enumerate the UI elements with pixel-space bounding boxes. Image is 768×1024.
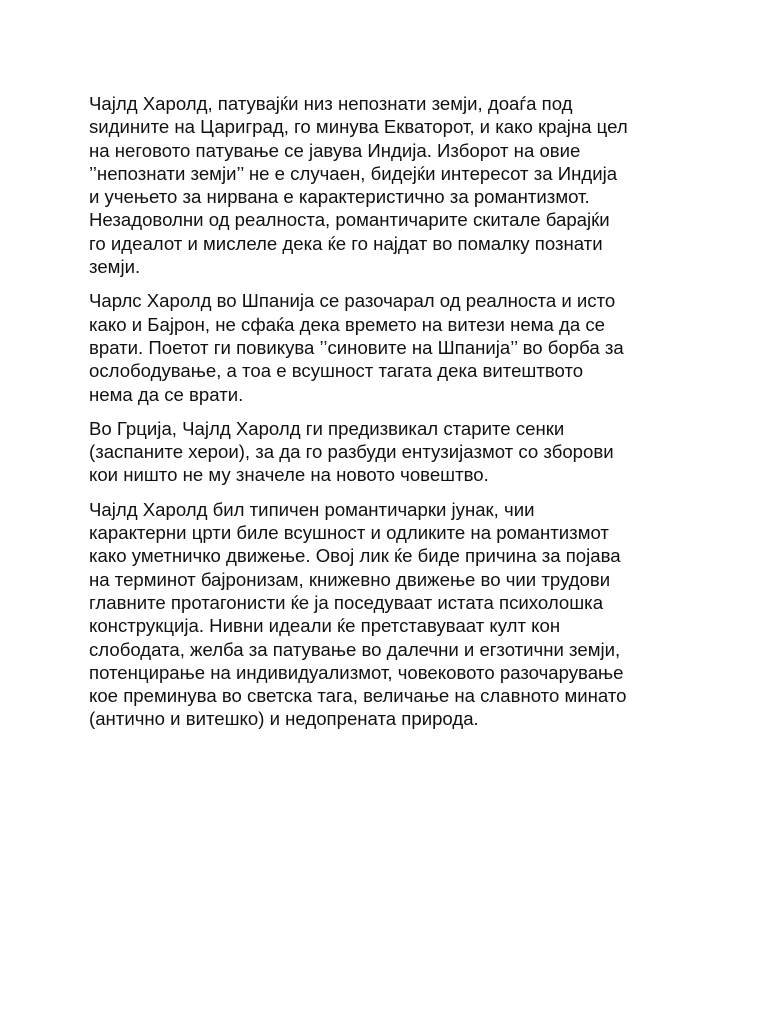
text-line: конструкција. Нивни идеали ќе претставуваат култ кон <box>89 615 561 637</box>
document-body <box>89 92 689 742</box>
text-line: земји. <box>89 256 141 278</box>
text-line: ѕидините на Цариград, го минува Екваторот, и како крајна цел <box>89 116 628 138</box>
text-line: го идеалот и мислеле дека ќе го најдат во помалку познати <box>89 232 603 254</box>
text-line: (антично и витешко) и недопрената природа. <box>89 708 479 730</box>
text-line: на неговото патување се јавува Индија. Изборот на овие <box>89 139 581 161</box>
text-line: кои ништо не му значеле на новото човештво. <box>89 464 489 486</box>
text-line: Чајлд Харолд бил типичен романтичарки јунак, чии <box>89 498 535 520</box>
text-line: на терминот бајронизам, книжевно движење во чии трудови <box>89 568 611 590</box>
text-line: Во Грција, Чајлд Харолд ги предизвикал старите сенки <box>89 417 565 439</box>
text-line: (заспаните херои), за да го разбуди ентузијазмот со зборови <box>89 441 614 463</box>
text-line: како и Бајрон, не сфаќа дека времето на витези нема да се <box>89 313 605 335</box>
text-line: Чарлс Харолд во Шпанија се разочарал од реалноста и исто <box>89 290 616 312</box>
paragraph-2 <box>89 289 689 405</box>
text-line: ослободување, а тоа е всушност тагата дека витештвото <box>89 360 584 382</box>
text-line: потенцирање на индивидуализмот, човековото разочарување <box>89 661 624 683</box>
paragraph-4 <box>89 498 689 731</box>
text-line: Чајлд Харолд, патувајќи низ непознати земји, доаѓа под <box>89 93 573 114</box>
text-line: нема да се врати. <box>89 383 244 405</box>
text-line: кое преминува во светска тага, величање на славното минато <box>89 685 627 707</box>
text-line: карактерни црти биле всушност и одликите на романтизмот <box>89 522 609 544</box>
text-line: Незадоволни од реалноста, романтичарите скитале барајќи <box>89 209 610 231</box>
text-line: врати. Поетот ги повикува ’’синовите на Шпанија’’ во борба за <box>89 336 624 358</box>
text-line: слободата, желба за патување во далечни и егзотични земји, <box>89 638 621 660</box>
text-line: и учењето за нирвана е карактеристично за романтизмот. <box>89 186 590 208</box>
paragraph-1 <box>89 92 689 278</box>
paragraph-3 <box>89 417 689 487</box>
text-line: како уметничко движење. Овој лик ќе биде причина за појава <box>89 545 621 567</box>
text-line: ’’непознати земји’’ не е случаен, бидејќи интересот за Индија <box>89 162 618 184</box>
text-line: главните протагонисти ќе ја поседуваат истата психолошка <box>89 591 604 613</box>
